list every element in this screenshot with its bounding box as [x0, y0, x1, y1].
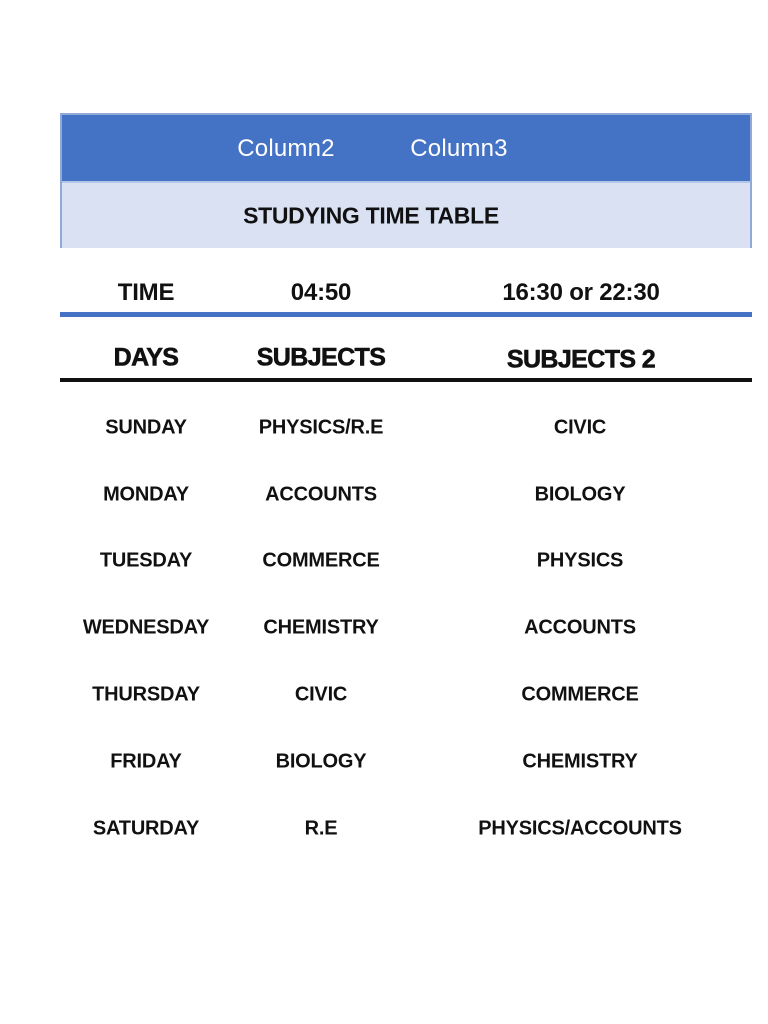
day-cell: SATURDAY [92, 817, 200, 840]
subject-cell: COMMERCE [262, 549, 380, 572]
day-cell: WEDNESDAY [82, 616, 210, 639]
black-divider [60, 378, 752, 382]
time-label: TIME [117, 279, 175, 306]
day-cell: TUESDAY [99, 549, 193, 572]
column-header-row [62, 115, 750, 181]
subject2-cell: PHYSICS/ACCOUNTS [478, 817, 682, 840]
day-cell: MONDAY [103, 483, 189, 506]
subject2-cell: CHEMISTRY [522, 750, 638, 773]
subject-cell: BIOLOGY [275, 750, 367, 773]
subject2-cell: CIVIC [553, 416, 607, 439]
blue-divider [60, 312, 752, 317]
subject-cell: CHEMISTRY [263, 616, 379, 639]
subject-cell: PHYSICS/R.E [258, 416, 384, 439]
timetable-title: STUDYING TIME TABLE [243, 202, 499, 229]
table-header-band [60, 113, 752, 248]
time-slot-1: 04:50 [290, 279, 352, 306]
subjects-header: SUBJECTS [256, 343, 386, 372]
subject2-cell: BIOLOGY [534, 483, 626, 506]
day-cell: FRIDAY [110, 750, 182, 773]
subject2-cell: ACCOUNTS [524, 616, 636, 639]
subject-cell: R.E [304, 817, 338, 840]
subjects2-header: SUBJECTS 2 [506, 345, 656, 374]
day-cell: THURSDAY [92, 683, 200, 706]
time-slot-2: 16:30 or 22:30 [502, 279, 660, 306]
column2-header: Column2 [237, 135, 335, 162]
subject-cell: ACCOUNTS [265, 483, 377, 506]
subject-cell: CIVIC [294, 683, 348, 706]
day-cell: SUNDAY [105, 416, 187, 439]
subject2-cell: COMMERCE [521, 683, 639, 706]
column3-header: Column3 [410, 135, 508, 162]
title-row [62, 181, 750, 248]
days-header: DAYS [113, 343, 179, 372]
subject2-cell: PHYSICS [536, 549, 624, 572]
